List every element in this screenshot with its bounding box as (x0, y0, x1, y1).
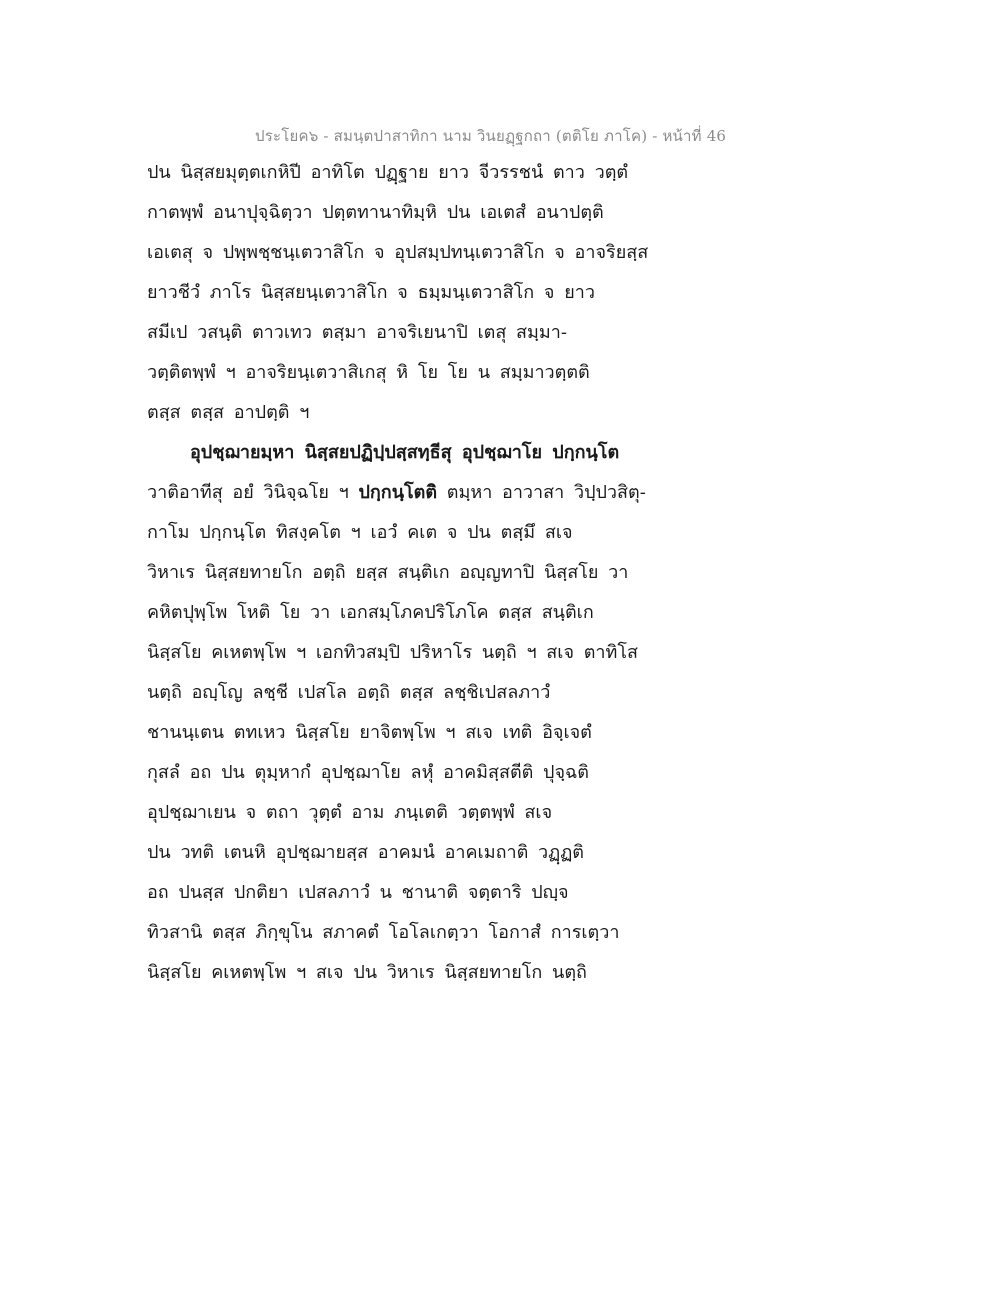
text-line: นตฺถิ อญฺโญ ลชฺชี เปสโล อตฺถิ ตสฺส ลชฺชิเปสลภาวํ (147, 682, 551, 703)
text-line: กาตพฺพํ อนาปุจฺฉิตฺวา ปตฺตทานาทิมฺหิ ปน เอเตสํ อนาปตฺติ (147, 202, 604, 223)
text-line: นิสฺสโย คเหตพฺโพ ฯ สเจ ปน วิหาเร นิสฺสยทายโก นตฺถิ (147, 962, 587, 983)
text-line: ยาวชีวํ ภาโร นิสฺสยนฺเตวาสิโก จ ธมฺมนฺเตวาสิโก จ ยาว (147, 282, 595, 303)
running-header: ประโยค๖ - สมนฺตปาสาทิกา นาม วินยฏฺฐกถา (ตติโย ภาโค) - หน้าที่ 46 (255, 127, 727, 145)
body-text (147, 153, 707, 993)
text-line: กุสลํ อถ ปน ตุมฺหากํ อุปชฺฌาโย ลหุํ อาคมิสฺสตีติ ปุจฺฉติ (147, 762, 589, 783)
text-line: คหิตปุพฺโพ โหติ โย วา เอกสมฺโภคปริโภโค ตสฺส สนฺติเก (147, 602, 594, 623)
text-run: ตมฺหา อาวาสา วิปฺปวสิตุ- (437, 482, 646, 503)
paragraph-heading-line: อุปชฺฌายมฺหา นิสฺสยปฏิปฺปสฺสทฺธีสุ อุปชฺฌาโย ปกฺกนฺโต (190, 442, 620, 463)
text-line: ทิวสานิ ตสฺส ภิกฺขุโน สภาคตํ โอโลเกตฺวา โอกาสํ การเตฺวา (147, 922, 620, 943)
text-line: วิหาเร นิสฺสยทายโก อตฺถิ ยสฺส สนฺติเก อญฺญทาปิ นิสฺสโย วา (147, 562, 629, 583)
text-run: วาติอาทีสุ อยํ วินิจฺฉโย ฯ (147, 482, 359, 503)
text-line: ชานนฺเตน ตทเหว นิสฺสโย ยาจิตพฺโพ ฯ สเจ เทติ อิจฺเจตํ (147, 722, 592, 743)
paragraph-2 (147, 433, 707, 993)
text-line: ปน วทติ เตนหิ อุปชฺฌายสฺส อาคมนํ อาคเมถาติ วฏฺฏติ (147, 842, 584, 863)
text-line: นิสฺสโย คเหตพฺโพ ฯ เอกทิวสมฺปิ ปริหาโร นตฺถิ ฯ สเจ ตาทิโส (147, 642, 639, 663)
text-line: อุปชฺฌาเยน จ ตถา วุตฺตํ อาม ภนฺเตติ วตฺตพฺพํ สเจ (147, 802, 553, 823)
text-line: ตสฺส ตสฺส อาปตฺติ ฯ (147, 402, 310, 423)
text-line: สมีเป วสนฺติ ตาวเทว ตสฺมา อาจริเยนาปิ เตสุ สมฺมา- (147, 322, 567, 343)
paragraph-1 (147, 153, 707, 433)
text-line: ปน นิสฺสยมุตฺตเกหิปี อาทิโต ปฏฺฐาย ยาว จีวรรชนํ ตาว วตฺตํ (147, 162, 629, 183)
text-line: เอเตสุ จ ปพฺพชฺชนฺเตวาสิโก จ อุปสมฺปทนฺเตวาสิโก จ อาจริยสฺส (147, 242, 649, 263)
bold-term: ปกฺกนฺโตติ (358, 482, 438, 503)
text-line: วตฺติตพฺพํ ฯ อาจริยนฺเตวาสิเกสุ หิ โย โย น สมฺมาวตฺตติ (147, 362, 590, 383)
text-line: กาโม ปกฺกนฺโต ทิสงฺคโต ฯ เอวํ คเต จ ปน ตสฺมึ สเจ (147, 522, 573, 543)
text-line: อถ ปนสฺส ปกติยา เปสลภาวํ น ชานาติ จตฺตาริ ปญฺจ (147, 882, 569, 903)
text-line (147, 473, 707, 513)
